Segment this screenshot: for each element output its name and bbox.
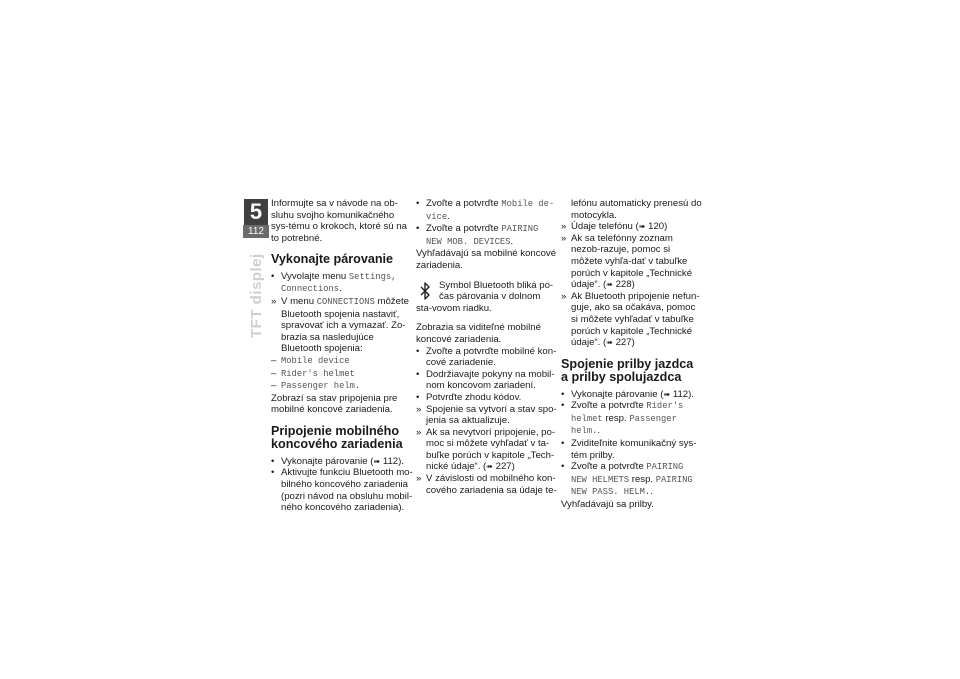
- connection-code: Passenger helm.: [281, 381, 361, 392]
- status-paragraph: Zobrazí sa stav pripojenia pre mobilné koncové zariadenia.: [271, 392, 398, 416]
- connection-code: Mobile device: [281, 355, 350, 366]
- column-1: [271, 198, 413, 514]
- item-text: Zvoľte a potvrďte: [571, 461, 647, 473]
- item-text: Ak sa telefónny zoznam nezob-razuje, pomoc si môžete vyhľa-dať v tabuľke porúch v kapitole „Technické údaje“. (: [571, 232, 693, 291]
- page-reference-icon: ➠: [663, 389, 671, 399]
- page-number: 112: [243, 225, 269, 238]
- menu-code: Rider's helmet: [571, 401, 684, 424]
- item-text: Zvoľte a potvrďte: [426, 198, 502, 209]
- bullet-marker: •: [416, 391, 420, 403]
- item-text: Vyvolajte menu: [281, 270, 349, 282]
- result-item: [561, 233, 703, 291]
- bluetooth-icon: [418, 281, 433, 301]
- item-text: 112).: [380, 455, 404, 467]
- result-marker: »: [271, 295, 277, 307]
- item-text: 227): [612, 337, 635, 349]
- result-item: [416, 473, 558, 496]
- item-text: V závislosti od mobilného kon-cového zariadenia sa údaje te-: [426, 473, 557, 496]
- page-reference-icon: ➠: [486, 462, 493, 472]
- bullet-item: [561, 461, 703, 499]
- item-text: 120): [645, 221, 668, 233]
- continued-text: [561, 198, 703, 221]
- heading-mobile-connection: Pripojenie mobilného koncového zariadenia: [271, 423, 403, 452]
- item-text: Spojenie sa vytvorí a stav spo-jenia sa aktualizuje.: [426, 403, 557, 427]
- item-text: Potvrďte zhodu kódov.: [426, 391, 522, 403]
- result-item: [561, 221, 703, 233]
- bullet-item: [271, 271, 413, 296]
- result-item: [416, 404, 558, 427]
- item-text: .: [597, 425, 601, 437]
- item-text: .: [339, 283, 342, 295]
- item-text: Dodržiavajte pokyny na mobil-nom koncovom zariadení.: [426, 368, 555, 392]
- result-item: [271, 296, 413, 355]
- column-2: [416, 198, 558, 496]
- heading-pairing: Vykonajte párovanie: [271, 252, 394, 267]
- item-text: Ak Bluetooth pripojenie nefun-guje, ako sa očakáva, pomoc si môžete vyhľadať v tabuľke porúch v kapitole „Technické údaje“. (: [571, 290, 700, 349]
- result-item: [416, 427, 558, 473]
- item-text: Údaje telefónu (: [571, 221, 639, 233]
- bullet-marker: •: [271, 467, 275, 479]
- bullet-marker: •: [416, 223, 420, 235]
- search-paragraph: Vyhľadávajú sa mobilné koncové zariadenia.: [416, 248, 557, 271]
- menu-code: Settings, Connections: [281, 271, 397, 295]
- item-text: môžete Bluetooth spojenia nastaviť, spravovať ich a vymazať. Zo-brazia sa nasledujúce Bluetooth spojenia:: [281, 295, 409, 355]
- result-item: [561, 291, 703, 349]
- item-text: Zviditeľnite komunikačný sys-tém prilby.: [571, 437, 697, 461]
- bullet-marker: •: [416, 368, 420, 380]
- menu-code: PAIRING NEW HELMETS: [571, 462, 684, 485]
- item-text: .: [650, 486, 653, 498]
- dash-marker: –: [271, 354, 277, 366]
- item-text: resp.: [602, 412, 630, 424]
- item-text: .: [510, 235, 514, 247]
- bluetooth-note-text: Symbol Bluetooth bliká po-čas párovania v dolnom sta-vovom riadku.: [416, 279, 554, 314]
- result-marker: »: [416, 403, 422, 415]
- result-marker: »: [561, 232, 567, 244]
- item-text: Zvoľte a potvrďte: [571, 400, 647, 412]
- menu-code: Passenger helm.: [571, 413, 677, 437]
- bullet-item: [416, 198, 558, 223]
- dash-marker: –: [271, 367, 277, 379]
- item-text: Zvoľte a potvrďte mobilné kon-cové zariadenie.: [426, 345, 557, 369]
- item-text: 227): [492, 461, 515, 473]
- column-3: [561, 198, 703, 510]
- result-marker: »: [561, 290, 567, 302]
- bluetooth-note: [416, 280, 558, 315]
- bullet-item: [416, 392, 558, 404]
- page-reference-icon: ➠: [638, 222, 646, 232]
- item-text: Zvoľte a potvrďte: [426, 223, 502, 235]
- heading-helmet-connection: Spojenie prilby jazdca a prilby spolujazdca: [561, 356, 694, 385]
- bullet-item: [416, 369, 558, 392]
- bullet-marker: •: [561, 461, 565, 473]
- dash-item: [271, 368, 413, 381]
- menu-code: PAIRING NEW PASS. HELM.: [571, 474, 693, 498]
- item-text: lefónu automaticky prenesú do motocykla.: [571, 198, 702, 221]
- bullet-item: [561, 389, 703, 401]
- item-text: Aktivujte funkciu Bluetooth mo-bilného koncového zariadenia (pozri návod na obsluhu mobil-ného koncového zariadenia).: [281, 467, 413, 514]
- bullet-item: [416, 223, 558, 248]
- item-text: Ak sa nevytvorí pripojenie, po-moc si môžete vyhľadať v ta-buľke porúch v kapitole „Tech-nické údaje“. (: [426, 426, 556, 473]
- dash-item: [271, 380, 413, 393]
- item-text: Vykonajte párovanie (: [571, 388, 664, 400]
- connection-code: Rider's helmet: [281, 368, 355, 379]
- bullet-marker: •: [561, 400, 565, 412]
- visible-devices-paragraph: Zobrazia sa viditeľné mobilné koncové zariadenia.: [416, 322, 541, 345]
- item-text: .: [447, 210, 450, 222]
- section-title: TFT displej: [248, 253, 265, 338]
- result-marker: »: [416, 473, 422, 485]
- item-text: Vykonajte párovanie (: [281, 455, 374, 467]
- page-reference-icon: ➠: [606, 280, 613, 290]
- page-reference-icon: ➠: [606, 338, 613, 348]
- bullet-marker: •: [561, 388, 565, 400]
- bullet-marker: •: [416, 198, 420, 209]
- bullet-item: [416, 346, 558, 369]
- item-text: 228): [612, 279, 635, 291]
- menu-code: PAIRING NEW MOB. DEVICES: [426, 224, 539, 247]
- intro-paragraph: Informujte sa v návode na ob-sluhu svojho komunikačného sys-tému o krokoch, ktoré sú na to potrebné.: [271, 198, 407, 244]
- bullet-item: [561, 400, 703, 438]
- result-marker: »: [561, 221, 567, 233]
- bullet-item: [271, 456, 413, 468]
- chapter-number: 5: [244, 199, 268, 225]
- bullet-marker: •: [271, 270, 275, 282]
- item-text: 112).: [670, 388, 694, 400]
- menu-code: Mobile de-vice: [426, 199, 555, 222]
- bullet-item: [561, 438, 703, 461]
- bullet-item: [271, 467, 413, 513]
- menu-code: CONNECTIONS: [316, 296, 375, 307]
- bullet-marker: •: [271, 455, 275, 467]
- result-marker: »: [416, 426, 422, 438]
- search-helmets-paragraph: Vyhľadávajú sa prilby.: [561, 498, 654, 510]
- bullet-marker: •: [416, 345, 420, 357]
- item-text: V menu: [281, 295, 317, 307]
- dash-marker: –: [271, 380, 277, 392]
- item-text: resp.: [629, 473, 656, 485]
- page-reference-icon: ➠: [373, 456, 381, 466]
- dash-item: [271, 355, 413, 368]
- bullet-marker: •: [561, 437, 565, 449]
